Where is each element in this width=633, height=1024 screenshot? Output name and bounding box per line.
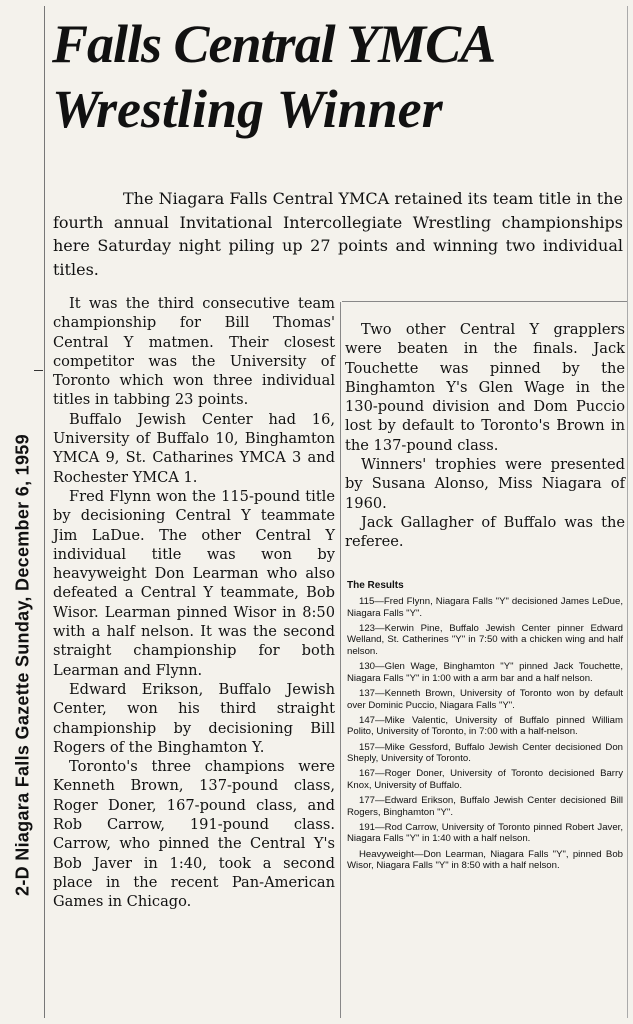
headline (52, 14, 627, 140)
masthead-date-line: 2-D Niagara Falls Gazette Sunday, December 6, 1959 (12, 434, 33, 896)
result-item: 167—Roger Doner, University of Toronto decisioned Barry Knox, University of Buffalo. (347, 768, 623, 791)
column-2 (345, 320, 625, 552)
col2-paragraph: Two other Central Y grapplers were beaten in the finals. Jack Touchette was pinned by the Binghamton Y's Glen Wage in the 130-pound division and Dom Puccio lost by default to Toronto's Brown in the 137-pound class. (345, 321, 625, 454)
col1-paragraph: It was the third consecutive team championship for Bill Thomas' Central Y matmen. Their closest competitor was the University of Toronto which won three individual titles in tabbing 23 points. (53, 295, 335, 409)
result-item: 115—Fred Flynn, Niagara Falls "Y" decisioned James LeDue, Niagara Falls "Y". (347, 596, 623, 619)
col2-paragraph: Winners' trophies were presented by Susana Alonso, Miss Niagara of 1960. (345, 456, 625, 512)
masthead-sidebar (6, 360, 40, 970)
col1-paragraph: Toronto's three champions were Kenneth Brown, 137-pound class, Roger Doner, 167-pound class, and Rob Carrow, 191-pound class. Carrow, who pinned the Central Y's Bob Javer in 1:40, took a second place in the recent Pan-American Games in Chicago. (53, 758, 335, 911)
column-top-rule (342, 301, 627, 302)
result-item: 157—Mike Gessford, Buffalo Jewish Center decisioned Don Sheply, University of Toronto. (347, 741, 623, 765)
right-rule (627, 6, 628, 1018)
lead-paragraph: The Niagara Falls Central YMCA retained its team title in the fourth annual Invitational Intercollegiate Wrestling championships here Saturday night piling up 27 points and winning two individual titles. (53, 189, 623, 279)
col2-paragraph: Jack Gallagher of Buffalo was the referee. (345, 513, 625, 551)
col1-paragraph: Buffalo Jewish Center had 16, University of Buffalo 10, Binghamton YMCA 9, St. Catharines YMCA 3 and Rochester YMCA 1. (53, 410, 335, 486)
result-item: 147—Mike Valentic, University of Buffalo pinned William Polito, University of Toronto, in 7:00 with a half-nelson. (347, 714, 623, 738)
result-item: 191—Rod Carrow, University of Toronto pinned Robert Javer, Niagara Falls "Y" in 1:40 with a half nelson. (347, 821, 623, 845)
column-1 (53, 294, 335, 912)
result-item: 137—Kenneth Brown, University of Toronto won by default over Dominic Puccio, Niagara Falls "Y". (347, 687, 623, 711)
col1-paragraph: Edward Erikson, Buffalo Jewish Center, won his third straight championship by decisioning Bill Rogers of the Binghamton Y. (53, 680, 335, 756)
result-item: Heavyweight—Don Learman, Niagara Falls "Y", pinned Bob Wisor, Niagara Falls "Y" in 8:50 with a half nelson. (347, 848, 623, 872)
results-heading: The Results (347, 580, 404, 591)
result-item: 177—Edward Erikson, Buffalo Jewish Center decisioned Bill Rogers, Binghamton "Y". (347, 795, 623, 818)
col1-paragraph: Fred Flynn won the 115-pound title by decisioning Central Y teammate Jim LaDue. The other Central Y individual title was won by heavyweight Don Learman who also defeated a Central Y teammate, Bob Wisor. Learman pinned Wisor in 8:50 with a half nelson. It was the second straight championship for both Learman and Flynn. (53, 487, 335, 679)
left-rule (44, 6, 45, 1018)
headline-line-1: Falls Central YMCA (52, 14, 496, 74)
masthead-dash (34, 370, 43, 371)
result-item: 123—Kerwin Pine, Buffalo Jewish Center pinner Edward Welland, St. Catherines "Y" in 7:50 with a chicken wing and half nelson. (347, 622, 623, 657)
result-item: 130—Glen Wage, Binghamton "Y" pinned Jack Touchette, Niagara Falls "Y" in 1:00 with a arm bar and a half nelson. (347, 661, 623, 684)
results-list (347, 596, 623, 875)
headline-line-2: Wrestling Winner (52, 79, 443, 139)
column-divider (340, 302, 341, 1018)
